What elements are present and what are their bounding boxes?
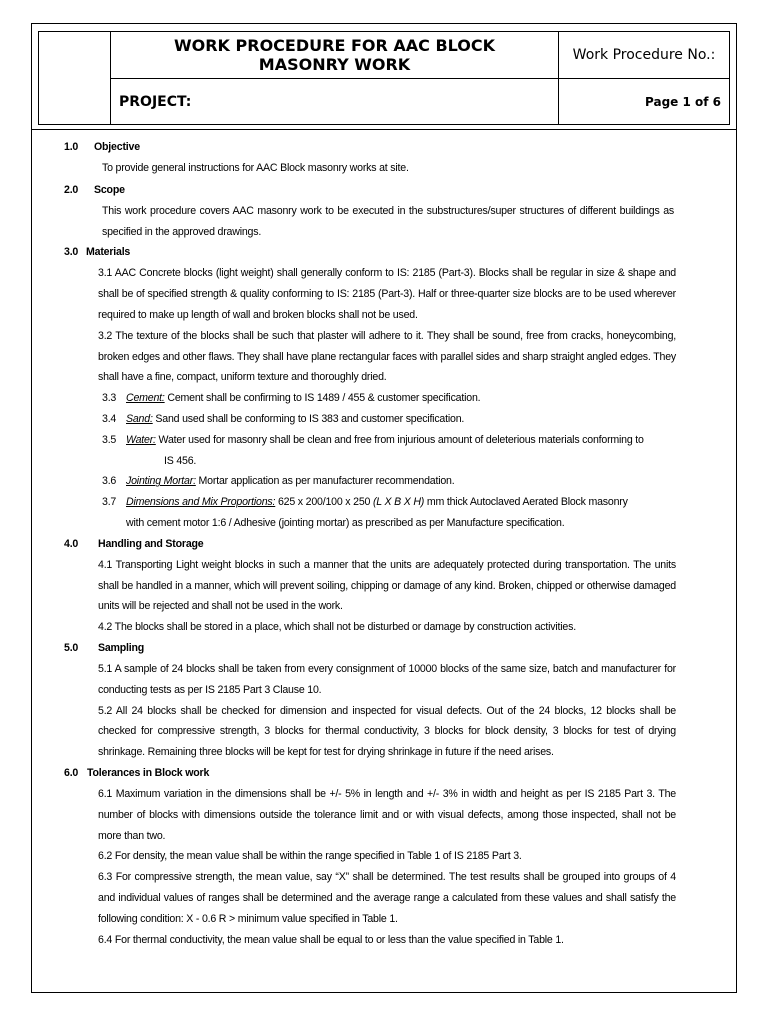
item-text: Sand used shall be conforming to IS 383 and customer specification. — [152, 412, 465, 425]
section-title: Handling and Storage — [98, 537, 204, 550]
paragraph: 6.3 For compressive strength, the mean value, say “X” shall be determined. The test results shall be grouped into groups of 4 and individual values of ranges shall be determined and the average range a calculated from these values and shall satisfy the following condition: X - 0.6 R > minimum value specified in Table 1. — [98, 871, 676, 925]
item-number: 3.7 — [102, 496, 117, 509]
item-label: Water: — [126, 433, 156, 446]
item-text: 625 x 200/100 x 250 — [275, 496, 373, 509]
title-line-1: WORK PROCEDURE FOR AAC BLOCK — [173, 36, 495, 55]
section-number: 6.0 — [64, 766, 79, 779]
document-body — [0, 137, 768, 950]
document-title — [111, 32, 559, 79]
logo-cell — [39, 32, 111, 124]
section-heading — [0, 534, 768, 555]
section-title: Sampling — [98, 641, 145, 654]
title-line-2: MASONRY WORK — [258, 55, 411, 74]
paragraph: 6.2 For density, the mean value shall be within the range specified in Table 1 of IS 2185 Part 3. — [98, 850, 522, 863]
section-number: 1.0 — [64, 141, 79, 153]
paragraph: 3.1 AAC Concrete blocks (light weight) shall generally conform to IS: 2185 (Part-3). Blocks shall be regular in size & shape and shall be of specified strength & quality conforming to IS: 2185 (Part-3). Half or three-quarter size blocks are to be used wherever required to make up length of wall and broken blocks shall not be used. — [98, 267, 676, 321]
section-title: Scope — [94, 183, 125, 196]
item-label: Dimensions and Mix Proportions: — [126, 496, 276, 509]
paragraph: 6.4 For thermal conductivity, the mean value shall be equal to or less than the value specified in Table 1. — [98, 933, 564, 946]
section-number: 4.0 — [64, 537, 79, 550]
item-label: Cement: — [126, 392, 165, 405]
project-label: PROJECT: — [111, 79, 559, 124]
paragraph: 3.2 The texture of the blocks shall be such that plaster will adhere to it. They shall be sound, free from cracks, honeycombing, broken edges and other flaws. They shall have plane rectangular faces with parallel sides and sharp straight angled edges. They shall have a fine, compact, uniform texture and thoroughly dried. — [98, 329, 676, 384]
section-title: Objective — [94, 141, 140, 153]
list-item-continuation: IS 456. — [164, 454, 197, 467]
item-dimension-order: (L X B X H) — [372, 496, 425, 509]
section-heading — [0, 137, 768, 158]
item-label: Sand: — [126, 412, 153, 425]
section-heading — [0, 763, 768, 784]
item-number: 3.6 — [102, 475, 117, 488]
paragraph: 4.2 The blocks shall be stored in a place, which shall not be disturbed or damage by construction activities. — [98, 621, 576, 634]
work-procedure-number: Work Procedure No.: — [559, 32, 729, 79]
list-item — [102, 430, 674, 451]
section-number: 2.0 — [64, 183, 79, 196]
list-item — [102, 492, 674, 513]
paragraph: 6.1 Maximum variation in the dimensions shall be +/- 5% in length and +/- 3% in width and height as per IS 2185 Part 3. The number of blocks with dimensions outside the tolerance limit and or with visual defects, among those inspected, shall not be more than two. — [98, 787, 676, 842]
list-item — [102, 409, 674, 430]
item-text: Mortar application as per manufacturer recommendation. — [195, 475, 455, 488]
paragraph: This work procedure covers AAC masonry work to be executed in the substructures/super structures of different buildings as specified in the approved drawings. — [102, 204, 674, 238]
section-title: Materials — [86, 246, 131, 259]
section-heading — [0, 180, 768, 201]
paragraph: 5.1 A sample of 24 blocks shall be taken from every consignment of 10000 blocks of the same size, batch and manufacturer for conducting tests as per IS 2185 Part 3 Clause 10. — [98, 662, 676, 696]
section-number: 3.0 — [64, 246, 79, 259]
list-item-continuation: with cement motor 1:6 / Adhesive (jointing mortar) as prescribed as per Manufacture specification. — [126, 516, 565, 529]
section-title: Tolerances in Block work — [87, 766, 210, 779]
list-item — [102, 471, 674, 492]
item-number: 3.5 — [102, 433, 117, 446]
section-heading — [0, 638, 768, 659]
paragraph: To provide general instructions for AAC Block masonry works at site. — [102, 162, 409, 174]
header-divider — [31, 129, 737, 130]
paragraph: 4.1 Transporting Light weight blocks in such a manner that the units are adequately protected during transportation. The units shall be handled in a manner, which will prevent soiling, chipping or damage of any kind. Broken, chipped or otherwise damaged units will be rejected and shall not be used in the work. — [98, 558, 676, 613]
item-text: Water used for masonry shall be clean and free from injurious amount of deleterious materials conforming to — [155, 433, 644, 446]
list-item — [102, 388, 674, 409]
section-heading — [0, 242, 768, 263]
section-number: 5.0 — [64, 641, 79, 654]
item-number: 3.4 — [102, 412, 117, 425]
item-text: mm thick Autoclaved Aerated Block masonry — [424, 496, 628, 509]
item-text: Cement shall be confirming to IS 1489 / 455 & customer specification. — [164, 392, 481, 405]
item-label: Jointing Mortar: — [126, 475, 196, 488]
paragraph: 5.2 All 24 blocks shall be checked for dimension and inspected for visual defects. Out of the 24 blocks, 12 blocks shall be checked for compressive strength, 3 blocks for thermal conductivity, 3 blocks for block density, 3 blocks for test of drying shrinkage. Remaining three blocks will be kept for test for drying shrinkage in future if the need arises. — [98, 704, 676, 759]
page-number: Page 1 of 6 — [645, 94, 721, 109]
item-number: 3.3 — [102, 392, 117, 405]
document-header — [38, 31, 730, 125]
